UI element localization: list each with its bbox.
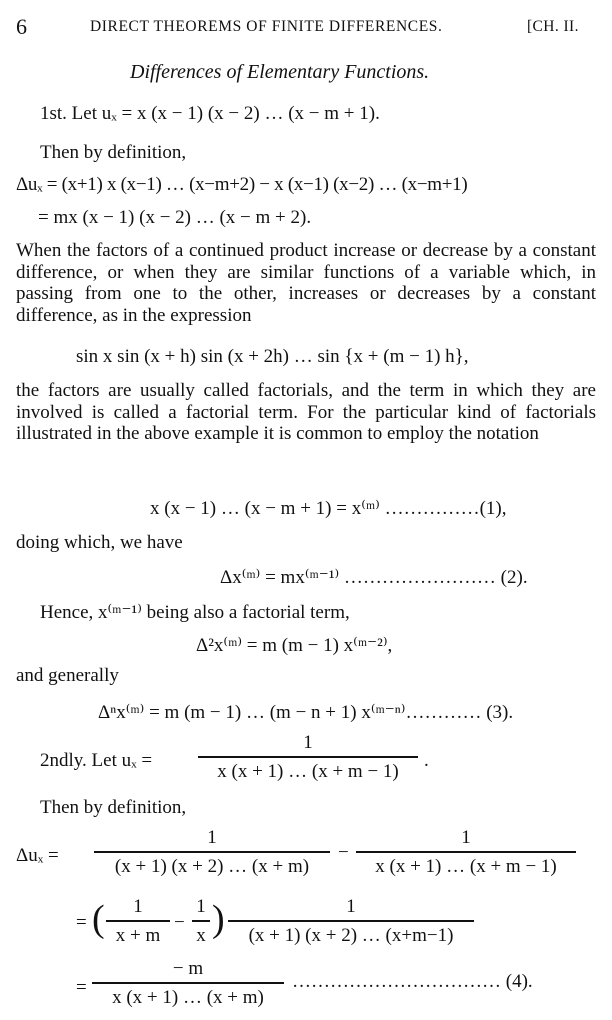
second-fraction-numerator: 1 <box>303 732 313 753</box>
sin-expression: sin x sin (x + h) sin (x + 2h) … sin {x + (m − 1) h}, <box>76 346 469 367</box>
second-fraction-bar <box>198 756 418 758</box>
fraction-b-numerator: 1 <box>461 827 471 848</box>
section-title: Differences of Elementary Functions. <box>130 61 430 83</box>
fraction-g2-numerator: 1 <box>196 896 206 917</box>
inner-minus: − <box>174 912 185 933</box>
fraction-g3-denominator: (x + 1) (x + 2) … (x+m−1) <box>248 925 454 946</box>
delta-lhs: Δuₓ = <box>16 845 59 866</box>
fraction-b-denominator: x (x + 1) … (x + m − 1) <box>375 856 557 877</box>
then-by-definition-2: Then by definition, <box>40 797 187 818</box>
equation-3: Δⁿx⁽ᵐ⁾ = m (m − 1) … (m − n + 1) x⁽ᵐ⁻ⁿ⁾………… (3). <box>98 702 514 723</box>
fraction-g3-numerator: 1 <box>346 896 356 917</box>
equals-sign-3: = <box>76 977 87 998</box>
equation-4-label: …………………………… (4). <box>292 971 533 992</box>
doing-which: doing which, we have <box>16 532 183 553</box>
fraction-a-numerator: 1 <box>207 827 217 848</box>
page-number: 6 <box>16 14 27 39</box>
then-by-definition-1: Then by definition, <box>40 142 187 163</box>
paragraph-factors: When the factors of a continued product increase or decrease by a constant difference, or when they are similar functions of a variable which, in passing from one to the other, increases or decreases by a constant difference, as in the expression <box>16 240 596 326</box>
right-paren: ) <box>212 898 225 940</box>
fraction-g3-bar <box>228 920 474 922</box>
left-paren: ( <box>92 898 105 940</box>
fraction-g2-bar <box>192 920 210 922</box>
equals-sign-2: = <box>76 912 87 933</box>
paragraph-factorials: the factors are usually called factorials, and the term in which they are involved is called a factorial term. For the particular kind of factorials illustrated in the above example it is common to employ the notation <box>16 380 596 444</box>
fraction-a-bar <box>94 851 330 853</box>
equation-second-difference: Δ²x⁽ᵐ⁾ = m (m − 1) x⁽ᵐ⁻²⁾, <box>196 635 393 656</box>
hence-line: Hence, x⁽ᵐ⁻¹⁾ being also a factorial term, <box>40 602 350 623</box>
equation-delta-u-line2: = mx (x − 1) (x − 2) … (x − m + 2). <box>38 207 312 228</box>
minus-sign: − <box>338 842 349 863</box>
chapter-label: [CH. II. <box>527 18 579 35</box>
fraction-a-denominator: (x + 1) (x + 2) … (x + m) <box>114 856 310 877</box>
fraction-g1-numerator: 1 <box>133 896 143 917</box>
fraction-b-bar <box>356 851 576 853</box>
fraction-g2-denominator: x <box>196 925 206 946</box>
second-period: . <box>424 750 429 771</box>
equation-delta-u-line1: Δuₓ = (x+1) x (x−1) … (x−m+2) − x (x−1) (x−2) … (x−m+1) <box>16 174 468 195</box>
first-statement: 1st. Let uₓ = x (x − 1) (x − 2) … (x − m + 1). <box>40 103 380 124</box>
fraction-g1-bar <box>106 920 170 922</box>
running-title: DIRECT THEOREMS OF FINITE DIFFERENCES. <box>90 18 443 35</box>
second-fraction-denominator: x (x + 1) … (x + m − 1) <box>217 761 399 782</box>
and-generally: and generally <box>16 665 119 686</box>
fraction-h-denominator: x (x + 1) … (x + m) <box>112 987 264 1008</box>
second-statement: 2ndly. Let uₓ = <box>40 750 153 771</box>
equation-2: Δx⁽ᵐ⁾ = mx⁽ᵐ⁻¹⁾ …………………… (2). <box>220 567 528 588</box>
fraction-g1-denominator: x + m <box>115 925 161 946</box>
fraction-h-bar <box>92 982 284 984</box>
fraction-h-numerator: − m <box>172 958 204 979</box>
equation-1: x (x − 1) … (x − m + 1) = x⁽ᵐ⁾ ……………(1), <box>150 498 507 519</box>
